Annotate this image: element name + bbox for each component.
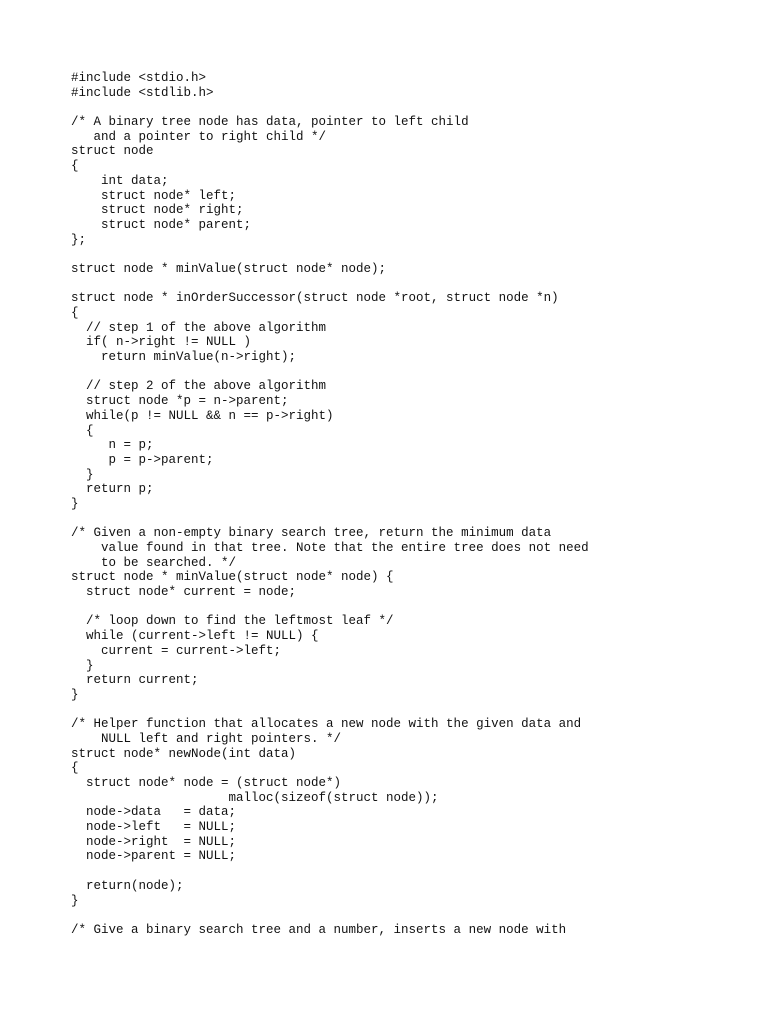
code-line bbox=[71, 247, 589, 262]
code-line: node->left = NULL; bbox=[71, 820, 237, 835]
code-line: return minValue(n->right); bbox=[71, 350, 297, 365]
code-line: return p; bbox=[71, 482, 154, 497]
code-listing bbox=[71, 71, 589, 938]
code-line: { bbox=[71, 306, 79, 320]
code-line: } bbox=[71, 687, 79, 702]
code-line bbox=[71, 703, 589, 718]
code-line: /* Given a non-empty binary search tree, return the minimum data bbox=[71, 526, 552, 541]
code-line: struct node * minValue(struct node* node); bbox=[71, 261, 387, 276]
code-line: { bbox=[71, 761, 79, 776]
code-line: } bbox=[71, 496, 79, 511]
code-line: struct node bbox=[71, 144, 154, 159]
code-line: /* Helper function that allocates a new node with the given data and bbox=[71, 717, 582, 732]
code-line bbox=[71, 864, 589, 879]
code-line: n = p; bbox=[71, 438, 154, 453]
code-line bbox=[71, 277, 589, 292]
code-line: { bbox=[71, 423, 94, 438]
code-line: while (current->left != NULL) { bbox=[71, 629, 319, 644]
code-line: { bbox=[71, 159, 79, 174]
code-line: while(p != NULL && n == p->right) bbox=[71, 408, 334, 423]
code-line: /* Give a binary search tree and a number, inserts a new node with bbox=[71, 922, 567, 937]
code-line: if( n->right != NULL ) bbox=[71, 335, 252, 350]
code-line: struct node* node = (struct node*) bbox=[71, 776, 342, 790]
code-line: struct node* left; bbox=[71, 188, 237, 203]
code-line: node->right = NULL; bbox=[71, 834, 237, 849]
code-line: struct node * inOrderSuccessor(struct node *root, struct node *n) bbox=[71, 291, 559, 306]
code-line: /* loop down to find the leftmost leaf */ bbox=[71, 614, 394, 629]
code-line bbox=[71, 512, 589, 527]
code-line: current = current->left; bbox=[71, 643, 282, 658]
code-line: /* A binary tree node has data, pointer to left child bbox=[71, 115, 469, 130]
code-line: // step 1 of the above algorithm bbox=[71, 320, 327, 335]
code-line: return(node); bbox=[71, 878, 184, 893]
code-line: int data; bbox=[71, 173, 169, 188]
code-line bbox=[71, 600, 589, 615]
code-line: value found in that tree. Note that the entire tree does not need bbox=[71, 541, 589, 555]
code-line: } bbox=[71, 893, 79, 908]
code-line: struct node* right; bbox=[71, 203, 244, 218]
code-line: } bbox=[71, 658, 94, 673]
code-line: // step 2 of the above algorithm bbox=[71, 379, 327, 394]
code-line: p = p->parent; bbox=[71, 452, 214, 467]
code-line: malloc(sizeof(struct node)); bbox=[71, 790, 439, 805]
code-line: struct node* newNode(int data) bbox=[71, 746, 297, 761]
code-line: node->data = data; bbox=[71, 805, 237, 820]
code-line: #include <stdio.h> bbox=[71, 71, 207, 85]
code-line: to be searched. */ bbox=[71, 555, 237, 570]
code-line: struct node *p = n->parent; bbox=[71, 394, 289, 409]
code-line bbox=[71, 365, 589, 380]
code-line: struct node* current = node; bbox=[71, 585, 297, 600]
code-line: and a pointer to right child */ bbox=[71, 129, 327, 144]
code-line: node->parent = NULL; bbox=[71, 849, 237, 864]
code-line: NULL left and right pointers. */ bbox=[71, 731, 342, 746]
code-line: struct node* parent; bbox=[71, 217, 252, 232]
code-line bbox=[71, 908, 589, 923]
code-line: return current; bbox=[71, 673, 199, 688]
code-line: struct node * minValue(struct node* node) { bbox=[71, 570, 394, 585]
code-line: } bbox=[71, 467, 94, 482]
code-line bbox=[71, 100, 589, 115]
code-line: }; bbox=[71, 232, 87, 247]
code-line: #include <stdlib.h> bbox=[71, 85, 214, 100]
